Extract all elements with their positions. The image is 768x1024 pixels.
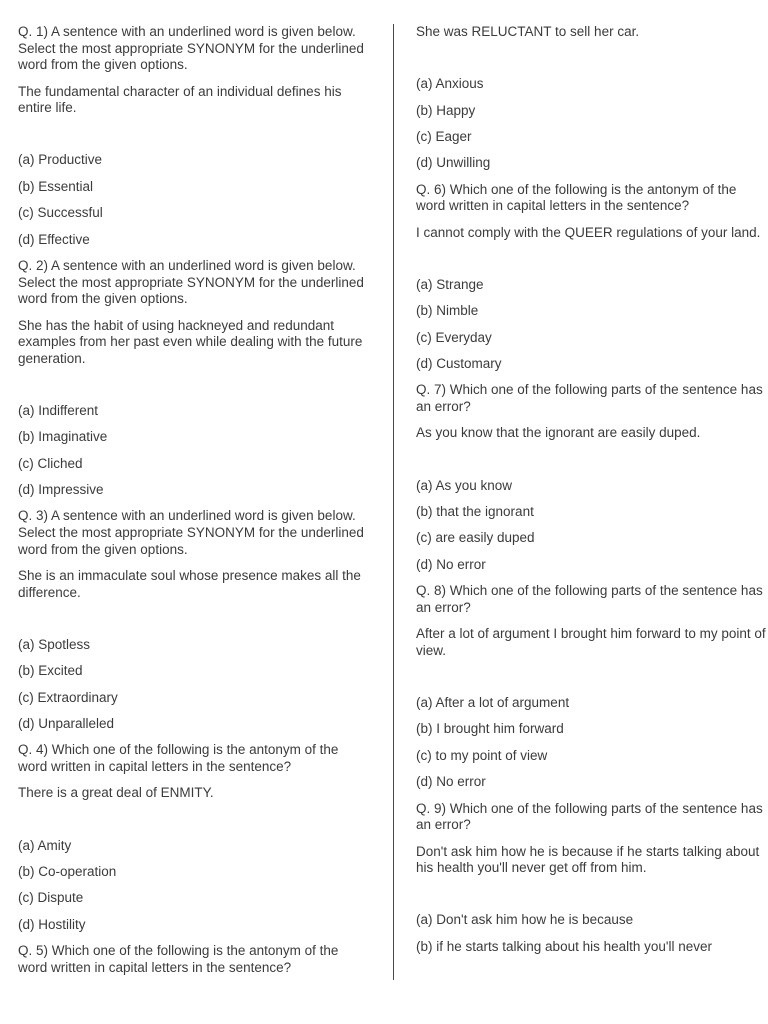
- question-9: [416, 801, 768, 956]
- question-4: [18, 742, 366, 933]
- option-b: (b) Imaginative: [18, 429, 108, 445]
- question-1: [18, 24, 366, 248]
- question-sentence: There is a great deal of ENMITY.: [18, 785, 214, 801]
- option-b: (b) Essential: [18, 178, 94, 194]
- question-prompt: Q. 5) Which one of the following is the antonym of the word written in capital letters in the sentence?: [18, 943, 339, 975]
- question-sentence: She is an immaculate soul whose presence makes all the difference.: [18, 568, 361, 600]
- question-prompt: Q. 1) A sentence with an underlined word is given below. Select the most appropriate SYNONYM for the underlined word from the given options.: [18, 24, 364, 73]
- question-prompt: Q. 6) Which one of the following is the antonym of the word written in capital letters in the sentence?: [416, 181, 737, 214]
- question-prompt: Q. 2) A sentence with an underlined word is given below. Select the most appropriate SYNONYM for the underlined word from the given options.: [18, 257, 364, 307]
- option-d: (d) Customary: [416, 356, 502, 372]
- question-5: [18, 943, 366, 976]
- question-sentence: She has the habit of using hackneyed and redundant examples from her past even while dealing with the future generation.: [18, 317, 363, 366]
- question-sentence: I cannot comply with the QUEER regulations of your land.: [416, 224, 761, 240]
- option-b: (b) Co-operation: [18, 863, 117, 879]
- option-b: (b) if he starts talking about his health you'll never: [416, 938, 712, 954]
- question-3: [18, 508, 366, 732]
- question-2: [18, 258, 366, 499]
- question-prompt: Q. 3) A sentence with an underlined word is given below. Select the most appropriate SYNONYM for the underlined word from the given options.: [18, 508, 364, 557]
- question-prompt: Q. 9) Which one of the following parts of the sentence has an error?: [416, 800, 763, 833]
- option-c: (c) are easily duped: [416, 530, 535, 546]
- option-d: (d) Unparalleled: [18, 715, 115, 731]
- option-c: (c) Successful: [18, 205, 103, 221]
- question-7: [416, 382, 768, 573]
- left-column: [18, 24, 366, 986]
- option-d: (d) Hostility: [18, 916, 86, 932]
- option-a: (a) Strange: [416, 276, 484, 292]
- question-5-continued: [416, 24, 768, 172]
- option-a: (a) Productive: [18, 152, 103, 168]
- option-c: (c) Cliched: [18, 455, 83, 471]
- right-column: [416, 24, 768, 965]
- question-sentence: After a lot of argument I brought him forward to my point of view.: [416, 626, 766, 658]
- option-b: (b) Excited: [18, 663, 83, 679]
- option-d: (d) Impressive: [18, 482, 104, 498]
- option-c: (c) to my point of view: [416, 747, 548, 763]
- question-sentence: The fundamental character of an individual defines his entire life.: [18, 83, 342, 116]
- option-b: (b) I brought him forward: [416, 721, 564, 737]
- column-divider: [393, 24, 394, 980]
- option-d: (d) Unwilling: [416, 155, 491, 171]
- question-sentence: Don't ask him how he is because if he starts talking about his health you'll never get off from him.: [416, 843, 760, 876]
- question-prompt: Q. 8) Which one of the following parts of the sentence has an error?: [416, 583, 763, 615]
- option-c: (c) Extraordinary: [18, 689, 118, 705]
- question-6: [416, 182, 768, 373]
- option-a: (a) After a lot of argument: [416, 694, 570, 710]
- question-prompt: Q. 7) Which one of the following parts of the sentence has an error?: [416, 382, 763, 415]
- option-a: (a) Spotless: [18, 636, 91, 652]
- option-b: (b) Nimble: [416, 303, 479, 319]
- option-c: (c) Eager: [416, 128, 472, 144]
- question-sentence: She was RELUCTANT to sell her car.: [416, 24, 640, 39]
- option-a: (a) Amity: [18, 837, 72, 853]
- option-d: (d) Effective: [18, 231, 90, 247]
- option-c: (c) Dispute: [18, 890, 84, 906]
- option-a: (a) Indifferent: [18, 402, 99, 418]
- option-c: (c) Everyday: [416, 329, 492, 345]
- option-a: (a) As you know: [416, 477, 513, 493]
- question-8: [416, 583, 768, 791]
- question-prompt: Q. 4) Which one of the following is the antonym of the word written in capital letters in the sentence?: [18, 742, 339, 774]
- option-b: (b) Happy: [416, 102, 476, 118]
- option-d: (d) No error: [416, 774, 486, 790]
- question-sentence: As you know that the ignorant are easily duped.: [416, 425, 701, 441]
- option-d: (d) No error: [416, 556, 486, 572]
- option-a: (a) Don't ask him how he is because: [416, 912, 634, 928]
- option-b: (b) that the ignorant: [416, 504, 534, 520]
- option-a: (a) Anxious: [416, 76, 484, 92]
